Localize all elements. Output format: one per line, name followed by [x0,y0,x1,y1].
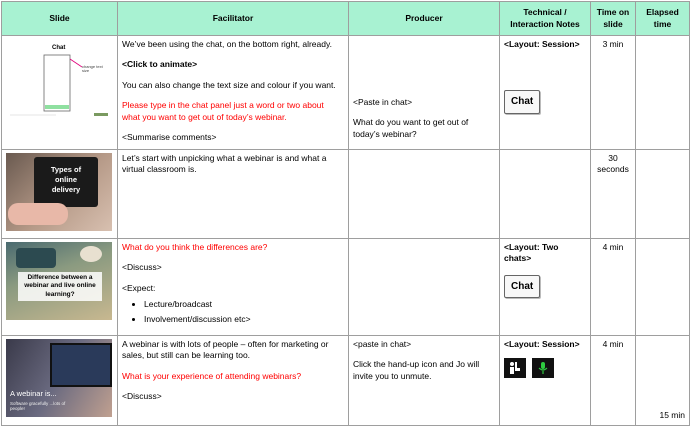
slide-cell [2,150,118,239]
table-row [2,239,690,336]
time-cell: 3 min [591,36,636,150]
chat-button[interactable]: Chat [504,275,540,299]
change-text-note: change text size [82,64,103,74]
chat-button[interactable]: Chat [504,90,540,114]
elapsed-cell [636,36,690,150]
session-plan-table [1,1,690,426]
elapsed-value: 15 min [659,409,685,420]
table-row [2,150,690,239]
slide-cell [2,336,118,426]
facilitator-text: <Discuss> [122,391,162,402]
facilitator-prompt-text: What do you think the differences are? [122,242,268,252]
elapsed-cell [636,150,690,239]
microphone-icon[interactable] [532,358,554,378]
header-facilitator: Facilitator [118,2,349,36]
facilitator-text: A webinar is with lots of people – often for marketing or sales, but still can be learning too. [122,339,329,361]
facilitator-cell [118,36,349,150]
list-item: • Involvement/discussion etc> [144,314,344,325]
facilitator-cell [118,336,349,426]
facilitator-cell [118,239,349,336]
technical-cell [500,150,591,239]
cup-shape [80,246,102,262]
technical-cell [500,336,591,426]
hand-shape [8,203,68,225]
expected-list [126,299,344,325]
chat-title-text: Chat [52,45,66,51]
technical-cell [500,36,591,150]
producer-text: <paste in chat> [353,339,412,349]
list-item: • Lecture/broadcast [144,299,344,310]
table-row [2,336,690,426]
elapsed-cell [636,336,690,426]
facilitator-text: We’ve been using the chat, on the bottom right, already. [122,39,332,49]
layout-note: <Layout: Session> [504,39,580,49]
producer-cell [349,336,500,426]
facilitator-text: <Discuss> [122,262,162,273]
time-cell: 30 seconds [591,150,636,239]
slide-thumbnail-types [6,153,112,231]
header-elapsed: Elapsed time [636,2,690,36]
slide-thumbnail-webinar [6,339,112,417]
time-cell: 4 min [591,239,636,336]
slide-overlay-text: Types of online delivery [50,165,82,194]
producer-text: <Paste in chat> [353,97,413,107]
layout-note: <Layout: Two chats> [504,242,559,264]
facilitator-text: Let’s start with unpicking what a webinar is and what a virtual classroom is. [122,153,327,175]
slide-cell [2,239,118,336]
slide-thumbnail-chat [6,39,112,117]
facilitator-prompt-text: What is your experience of attending webinars? [122,370,302,381]
hand-up-icon[interactable] [504,358,526,378]
facilitator-text: <Expect: [122,282,156,293]
time-cell: 4 min [591,336,636,426]
header-slide: Slide [2,2,118,36]
typewriter-shape [16,248,56,268]
producer-cell [349,36,500,150]
facilitator-text: <Click to animate> [122,59,198,70]
elapsed-cell [636,239,690,336]
producer-cell [349,150,500,239]
slide-cell [2,36,118,150]
layout-note: <Layout: Session> [504,339,580,349]
facilitator-text: <Summarise comments> [122,132,217,143]
producer-text: What do you want to get out of today’s webinar? [353,117,469,139]
producer-cell [349,239,500,336]
slide-caption-text: Software gracefully ...lots of people! [10,401,66,412]
facilitator-cell [118,150,349,239]
header-technical: Technical / Interaction Notes [500,2,591,36]
header-producer: Producer [349,2,500,36]
screen-shape [50,343,112,387]
header-time: Time on slide [591,2,636,36]
slide-thumbnail-difference [6,242,112,320]
technical-cell [500,239,591,336]
facilitator-text: You can also change the text size and colour if you want. [122,79,336,90]
header-row [2,2,690,36]
producer-text: Click the hand-up icon and Jo will invite you to unmute. [353,359,480,381]
interaction-icons [504,358,586,378]
slide-overlay-text: A webinar is... [10,389,57,398]
facilitator-prompt-text: Please type in the chat panel just a word or two about what you want to get out of today’s webinar. [122,100,324,122]
slide-overlay-text: Difference between a webinar and live online learning? [18,272,102,301]
table-row [2,36,690,150]
